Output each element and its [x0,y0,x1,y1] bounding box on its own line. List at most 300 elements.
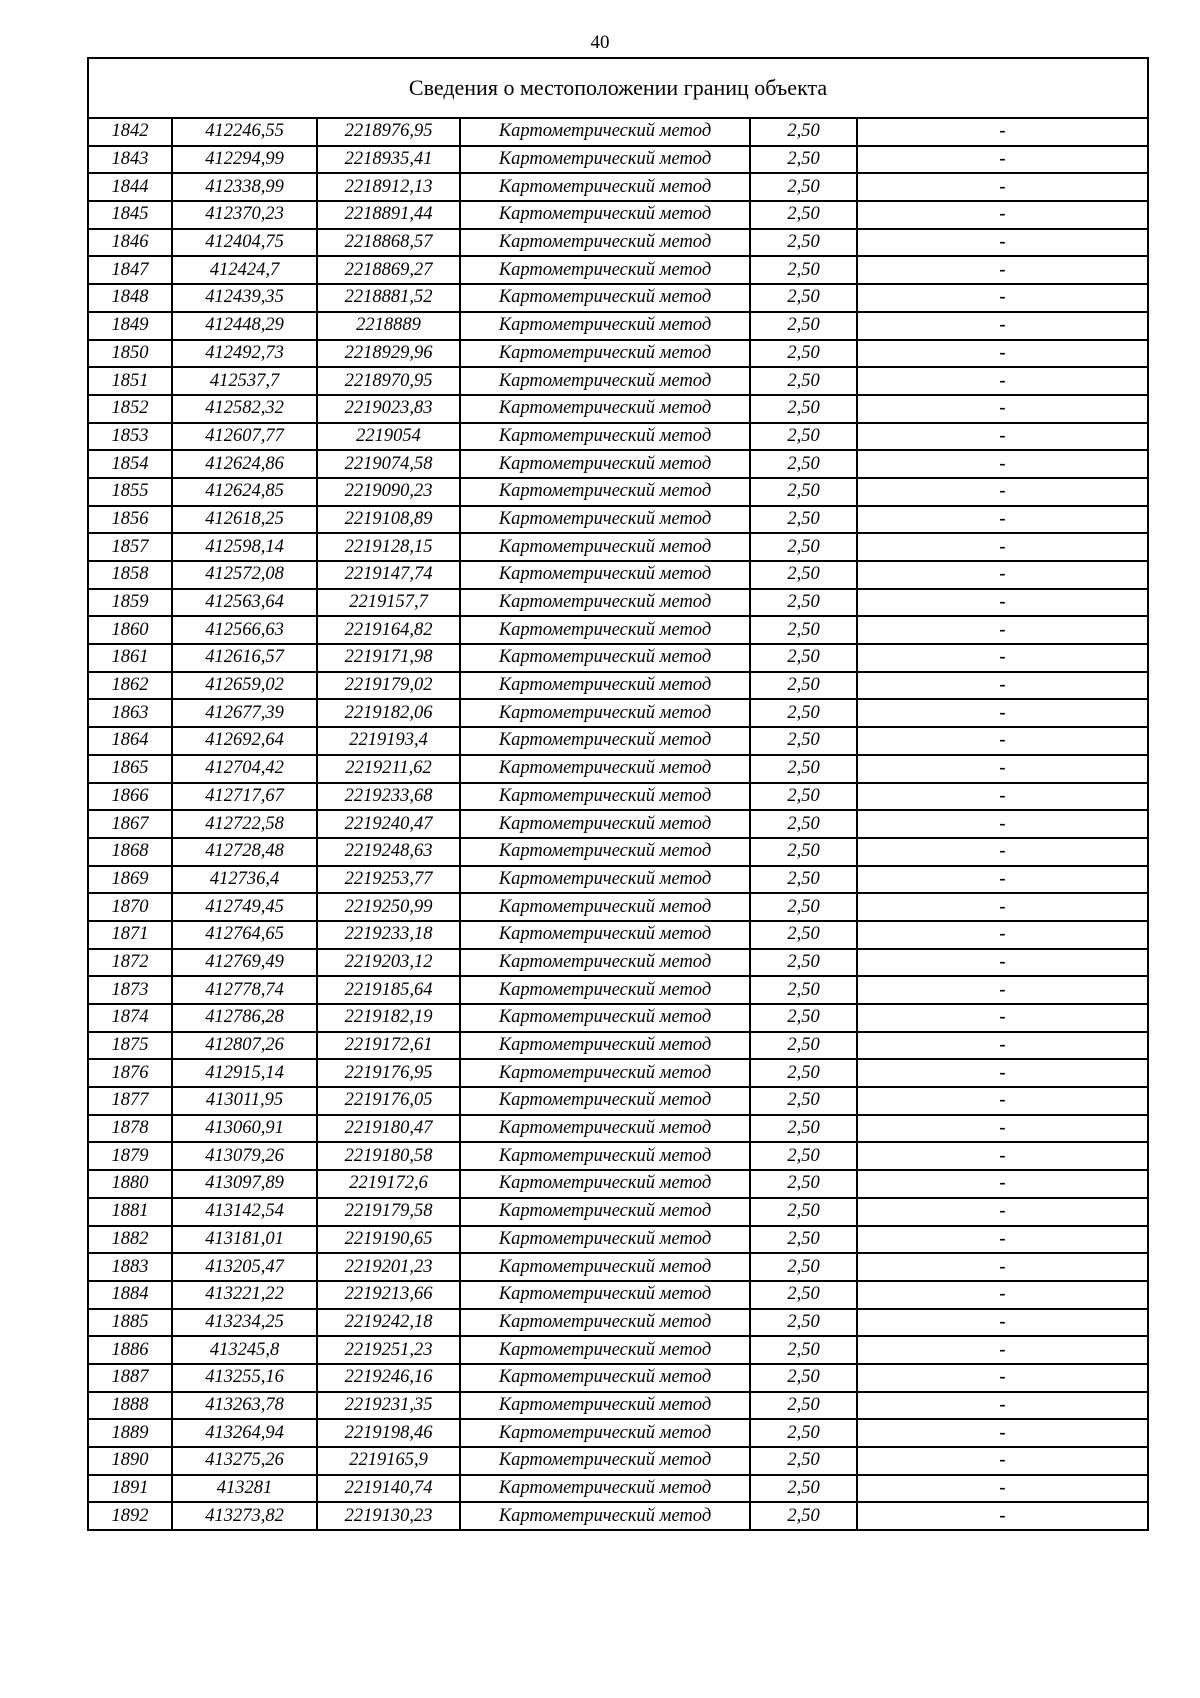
description-cell: - [857,949,1148,977]
description-cell: - [857,1170,1148,1198]
accuracy-cell: 2,50 [750,1309,857,1337]
x-coordinate-cell: 412915,14 [172,1059,317,1087]
x-coordinate-cell: 413234,25 [172,1309,317,1337]
y-coordinate-cell: 2219164,82 [317,616,460,644]
accuracy-cell: 2,50 [750,1392,857,1420]
accuracy-cell: 2,50 [750,976,857,1004]
method-cell: Картометрический метод [460,118,750,146]
point-number-cell: 1853 [88,423,172,451]
y-coordinate-cell: 2219165,9 [317,1447,460,1475]
accuracy-cell: 2,50 [750,866,857,894]
y-coordinate-cell: 2219190,65 [317,1226,460,1254]
x-coordinate-cell: 413011,95 [172,1087,317,1115]
method-cell: Картометрический метод [460,284,750,312]
description-cell: - [857,1336,1148,1364]
point-number-cell: 1892 [88,1502,172,1530]
y-coordinate-cell: 2219179,58 [317,1198,460,1226]
method-cell: Картометрический метод [460,1004,750,1032]
accuracy-cell: 2,50 [750,1336,857,1364]
y-coordinate-cell: 2219176,95 [317,1059,460,1087]
x-coordinate-cell: 412677,39 [172,699,317,727]
table-row [88,976,1148,1004]
y-coordinate-cell: 2219128,15 [317,533,460,561]
accuracy-cell: 2,50 [750,1059,857,1087]
method-cell: Картометрический метод [460,395,750,423]
point-number-cell: 1855 [88,478,172,506]
point-number-cell: 1845 [88,201,172,229]
table-row [88,395,1148,423]
y-coordinate-cell: 2219203,12 [317,949,460,977]
accuracy-cell: 2,50 [750,450,857,478]
y-coordinate-cell: 2219248,63 [317,838,460,866]
accuracy-cell: 2,50 [750,284,857,312]
y-coordinate-cell: 2218912,13 [317,173,460,201]
y-coordinate-cell: 2219023,83 [317,395,460,423]
table-row [88,561,1148,589]
table-row [88,727,1148,755]
x-coordinate-cell: 412618,25 [172,506,317,534]
method-cell: Картометрический метод [460,893,750,921]
method-cell: Картометрический метод [460,312,750,340]
method-cell: Картометрический метод [460,1392,750,1420]
point-number-cell: 1858 [88,561,172,589]
description-cell: - [857,478,1148,506]
x-coordinate-cell: 412537,7 [172,367,317,395]
x-coordinate-cell: 412749,45 [172,893,317,921]
y-coordinate-cell: 2219172,61 [317,1032,460,1060]
accuracy-cell: 2,50 [750,1170,857,1198]
x-coordinate-cell: 413205,47 [172,1253,317,1281]
x-coordinate-cell: 412807,26 [172,1032,317,1060]
description-cell: - [857,783,1148,811]
x-coordinate-cell: 412563,64 [172,589,317,617]
x-coordinate-cell: 412704,42 [172,755,317,783]
method-cell: Картометрический метод [460,173,750,201]
point-number-cell: 1890 [88,1447,172,1475]
point-number-cell: 1885 [88,1309,172,1337]
table-row [88,866,1148,894]
y-coordinate-cell: 2219193,4 [317,727,460,755]
y-coordinate-cell: 2219147,74 [317,561,460,589]
y-coordinate-cell: 2219198,46 [317,1419,460,1447]
y-coordinate-cell: 2219176,05 [317,1087,460,1115]
description-cell: - [857,699,1148,727]
x-coordinate-cell: 413275,26 [172,1447,317,1475]
method-cell: Картометрический метод [460,229,750,257]
description-cell: - [857,229,1148,257]
table-row [88,367,1148,395]
point-number-cell: 1875 [88,1032,172,1060]
description-cell: - [857,976,1148,1004]
description-cell: - [857,1253,1148,1281]
point-number-cell: 1857 [88,533,172,561]
description-cell: - [857,1059,1148,1087]
accuracy-cell: 2,50 [750,838,857,866]
method-cell: Картометрический метод [460,589,750,617]
y-coordinate-cell: 2219108,89 [317,506,460,534]
description-cell: - [857,1364,1148,1392]
method-cell: Картометрический метод [460,450,750,478]
description-cell: - [857,755,1148,783]
y-coordinate-cell: 2219074,58 [317,450,460,478]
accuracy-cell: 2,50 [750,478,857,506]
accuracy-cell: 2,50 [750,506,857,534]
accuracy-cell: 2,50 [750,1281,857,1309]
table-row [88,1142,1148,1170]
accuracy-cell: 2,50 [750,533,857,561]
method-cell: Картометрический метод [460,340,750,368]
description-cell: - [857,173,1148,201]
point-number-cell: 1872 [88,949,172,977]
point-number-cell: 1889 [88,1419,172,1447]
description-cell: - [857,1475,1148,1503]
point-number-cell: 1888 [88,1392,172,1420]
method-cell: Картометрический метод [460,1032,750,1060]
description-cell: - [857,367,1148,395]
table-row [88,949,1148,977]
method-cell: Картометрический метод [460,755,750,783]
point-number-cell: 1856 [88,506,172,534]
x-coordinate-cell: 412722,58 [172,810,317,838]
accuracy-cell: 2,50 [750,1087,857,1115]
description-cell: - [857,644,1148,672]
method-cell: Картометрический метод [460,533,750,561]
accuracy-cell: 2,50 [750,561,857,589]
description-cell: - [857,450,1148,478]
table-row [88,118,1148,146]
x-coordinate-cell: 412736,4 [172,866,317,894]
table-row [88,506,1148,534]
method-cell: Картометрический метод [460,423,750,451]
y-coordinate-cell: 2219211,62 [317,755,460,783]
x-coordinate-cell: 412786,28 [172,1004,317,1032]
x-coordinate-cell: 412728,48 [172,838,317,866]
point-number-cell: 1847 [88,256,172,284]
table-row [88,644,1148,672]
method-cell: Картометрический метод [460,866,750,894]
method-cell: Картометрический метод [460,1253,750,1281]
x-coordinate-cell: 412439,35 [172,284,317,312]
point-number-cell: 1851 [88,367,172,395]
method-cell: Картометрический метод [460,561,750,589]
point-number-cell: 1880 [88,1170,172,1198]
description-cell: - [857,256,1148,284]
table-row [88,533,1148,561]
point-number-cell: 1863 [88,699,172,727]
y-coordinate-cell: 2218881,52 [317,284,460,312]
point-number-cell: 1886 [88,1336,172,1364]
description-cell: - [857,893,1148,921]
x-coordinate-cell: 412404,75 [172,229,317,257]
x-coordinate-cell: 412338,99 [172,173,317,201]
y-coordinate-cell: 2219180,58 [317,1142,460,1170]
y-coordinate-cell: 2218869,27 [317,256,460,284]
x-coordinate-cell: 412492,73 [172,340,317,368]
accuracy-cell: 2,50 [750,201,857,229]
x-coordinate-cell: 413255,16 [172,1364,317,1392]
y-coordinate-cell: 2218889 [317,312,460,340]
x-coordinate-cell: 412769,49 [172,949,317,977]
x-coordinate-cell: 412659,02 [172,672,317,700]
method-cell: Картометрический метод [460,727,750,755]
point-number-cell: 1859 [88,589,172,617]
accuracy-cell: 2,50 [750,1475,857,1503]
point-number-cell: 1861 [88,644,172,672]
description-cell: - [857,146,1148,174]
point-number-cell: 1869 [88,866,172,894]
table-row [88,284,1148,312]
method-cell: Картометрический метод [460,1364,750,1392]
point-number-cell: 1878 [88,1115,172,1143]
point-number-cell: 1843 [88,146,172,174]
table-row [88,1475,1148,1503]
x-coordinate-cell: 413245,8 [172,1336,317,1364]
y-coordinate-cell: 2218929,96 [317,340,460,368]
accuracy-cell: 2,50 [750,755,857,783]
accuracy-cell: 2,50 [750,118,857,146]
accuracy-cell: 2,50 [750,699,857,727]
y-coordinate-cell: 2219157,7 [317,589,460,617]
accuracy-cell: 2,50 [750,395,857,423]
method-cell: Картометрический метод [460,1447,750,1475]
x-coordinate-cell: 412692,64 [172,727,317,755]
accuracy-cell: 2,50 [750,1364,857,1392]
description-cell: - [857,1087,1148,1115]
method-cell: Картометрический метод [460,1115,750,1143]
boundary-coordinates-table [87,57,1149,1531]
method-cell: Картометрический метод [460,1198,750,1226]
description-cell: - [857,1502,1148,1530]
description-cell: - [857,1309,1148,1337]
x-coordinate-cell: 412598,14 [172,533,317,561]
method-cell: Картометрический метод [460,699,750,727]
y-coordinate-cell: 2218970,95 [317,367,460,395]
x-coordinate-cell: 412448,29 [172,312,317,340]
y-coordinate-cell: 2219233,18 [317,921,460,949]
method-cell: Картометрический метод [460,1281,750,1309]
x-coordinate-cell: 413097,89 [172,1170,317,1198]
point-number-cell: 1865 [88,755,172,783]
table-row [88,340,1148,368]
y-coordinate-cell: 2219233,68 [317,783,460,811]
y-coordinate-cell: 2219182,19 [317,1004,460,1032]
method-cell: Картометрический метод [460,1502,750,1530]
point-number-cell: 1870 [88,893,172,921]
description-cell: - [857,1115,1148,1143]
y-coordinate-cell: 2219180,47 [317,1115,460,1143]
accuracy-cell: 2,50 [750,644,857,672]
method-cell: Картометрический метод [460,1309,750,1337]
description-cell: - [857,284,1148,312]
point-number-cell: 1862 [88,672,172,700]
point-number-cell: 1846 [88,229,172,257]
point-number-cell: 1848 [88,284,172,312]
point-number-cell: 1871 [88,921,172,949]
point-number-cell: 1874 [88,1004,172,1032]
table-row [88,1281,1148,1309]
x-coordinate-cell: 412607,77 [172,423,317,451]
point-number-cell: 1881 [88,1198,172,1226]
description-cell: - [857,810,1148,838]
table-row [88,312,1148,340]
description-cell: - [857,1032,1148,1060]
description-cell: - [857,589,1148,617]
point-number-cell: 1883 [88,1253,172,1281]
description-cell: - [857,118,1148,146]
method-cell: Картометрический метод [460,644,750,672]
point-number-cell: 1849 [88,312,172,340]
point-number-cell: 1868 [88,838,172,866]
accuracy-cell: 2,50 [750,1198,857,1226]
method-cell: Картометрический метод [460,1087,750,1115]
x-coordinate-cell: 412370,23 [172,201,317,229]
point-number-cell: 1842 [88,118,172,146]
table-row [88,1336,1148,1364]
y-coordinate-cell: 2218891,44 [317,201,460,229]
method-cell: Картометрический метод [460,921,750,949]
description-cell: - [857,672,1148,700]
table-row [88,755,1148,783]
x-coordinate-cell: 413264,94 [172,1419,317,1447]
method-cell: Картометрический метод [460,1170,750,1198]
table-row [88,1087,1148,1115]
description-cell: - [857,1142,1148,1170]
y-coordinate-cell: 2219201,23 [317,1253,460,1281]
table-row [88,1419,1148,1447]
table-row [88,423,1148,451]
y-coordinate-cell: 2219242,18 [317,1309,460,1337]
point-number-cell: 1850 [88,340,172,368]
description-cell: - [857,533,1148,561]
x-coordinate-cell: 412616,57 [172,644,317,672]
table-row [88,838,1148,866]
method-cell: Картометрический метод [460,616,750,644]
description-cell: - [857,1419,1148,1447]
description-cell: - [857,312,1148,340]
table-row [88,616,1148,644]
table-row [88,921,1148,949]
x-coordinate-cell: 412294,99 [172,146,317,174]
y-coordinate-cell: 2219054 [317,423,460,451]
point-number-cell: 1854 [88,450,172,478]
point-number-cell: 1873 [88,976,172,1004]
accuracy-cell: 2,50 [750,1226,857,1254]
method-cell: Картометрический метод [460,976,750,1004]
accuracy-cell: 2,50 [750,1142,857,1170]
x-coordinate-cell: 412624,85 [172,478,317,506]
method-cell: Картометрический метод [460,1419,750,1447]
table-row [88,1032,1148,1060]
x-coordinate-cell: 413221,22 [172,1281,317,1309]
accuracy-cell: 2,50 [750,1032,857,1060]
point-number-cell: 1860 [88,616,172,644]
description-cell: - [857,1226,1148,1254]
accuracy-cell: 2,50 [750,312,857,340]
table-row [88,1004,1148,1032]
y-coordinate-cell: 2219130,23 [317,1502,460,1530]
x-coordinate-cell: 412764,65 [172,921,317,949]
x-coordinate-cell: 413281 [172,1475,317,1503]
table-row [88,1392,1148,1420]
method-cell: Картометрический метод [460,1475,750,1503]
x-coordinate-cell: 412246,55 [172,118,317,146]
description-cell: - [857,1281,1148,1309]
point-number-cell: 1876 [88,1059,172,1087]
table-row [88,1253,1148,1281]
method-cell: Картометрический метод [460,949,750,977]
method-cell: Картометрический метод [460,146,750,174]
point-number-cell: 1884 [88,1281,172,1309]
accuracy-cell: 2,50 [750,1115,857,1143]
method-cell: Картометрический метод [460,838,750,866]
y-coordinate-cell: 2219185,64 [317,976,460,1004]
method-cell: Картометрический метод [460,1336,750,1364]
point-number-cell: 1844 [88,173,172,201]
y-coordinate-cell: 2219240,47 [317,810,460,838]
accuracy-cell: 2,50 [750,727,857,755]
y-coordinate-cell: 2218868,57 [317,229,460,257]
x-coordinate-cell: 412572,08 [172,561,317,589]
point-number-cell: 1866 [88,783,172,811]
page-number: 40 [590,32,610,53]
table-body [88,58,1148,1530]
table-row [88,783,1148,811]
accuracy-cell: 2,50 [750,173,857,201]
table-row [88,1115,1148,1143]
table-row [88,146,1148,174]
method-cell: Картометрический метод [460,367,750,395]
x-coordinate-cell: 413142,54 [172,1198,317,1226]
x-coordinate-cell: 412582,32 [172,395,317,423]
table-row [88,478,1148,506]
x-coordinate-cell: 413060,91 [172,1115,317,1143]
x-coordinate-cell: 413263,78 [172,1392,317,1420]
accuracy-cell: 2,50 [750,893,857,921]
description-cell: - [857,1004,1148,1032]
description-cell: - [857,866,1148,894]
point-number-cell: 1852 [88,395,172,423]
table-row [88,699,1148,727]
table-row [88,450,1148,478]
description-cell: - [857,1392,1148,1420]
y-coordinate-cell: 2219213,66 [317,1281,460,1309]
method-cell: Картометрический метод [460,256,750,284]
description-cell: - [857,423,1148,451]
description-cell: - [857,838,1148,866]
description-cell: - [857,1198,1148,1226]
y-coordinate-cell: 2219140,74 [317,1475,460,1503]
y-coordinate-cell: 2219231,35 [317,1392,460,1420]
description-cell: - [857,201,1148,229]
accuracy-cell: 2,50 [750,1253,857,1281]
description-cell: - [857,561,1148,589]
description-cell: - [857,506,1148,534]
point-number-cell: 1879 [88,1142,172,1170]
description-cell: - [857,395,1148,423]
table-row [88,893,1148,921]
table-row [88,810,1148,838]
method-cell: Картометрический метод [460,478,750,506]
point-number-cell: 1877 [88,1087,172,1115]
table-row [88,1170,1148,1198]
y-coordinate-cell: 2218976,95 [317,118,460,146]
accuracy-cell: 2,50 [750,589,857,617]
accuracy-cell: 2,50 [750,616,857,644]
table-row [88,256,1148,284]
table-title-row [88,58,1148,118]
method-cell: Картометрический метод [460,1142,750,1170]
x-coordinate-cell: 413181,01 [172,1226,317,1254]
